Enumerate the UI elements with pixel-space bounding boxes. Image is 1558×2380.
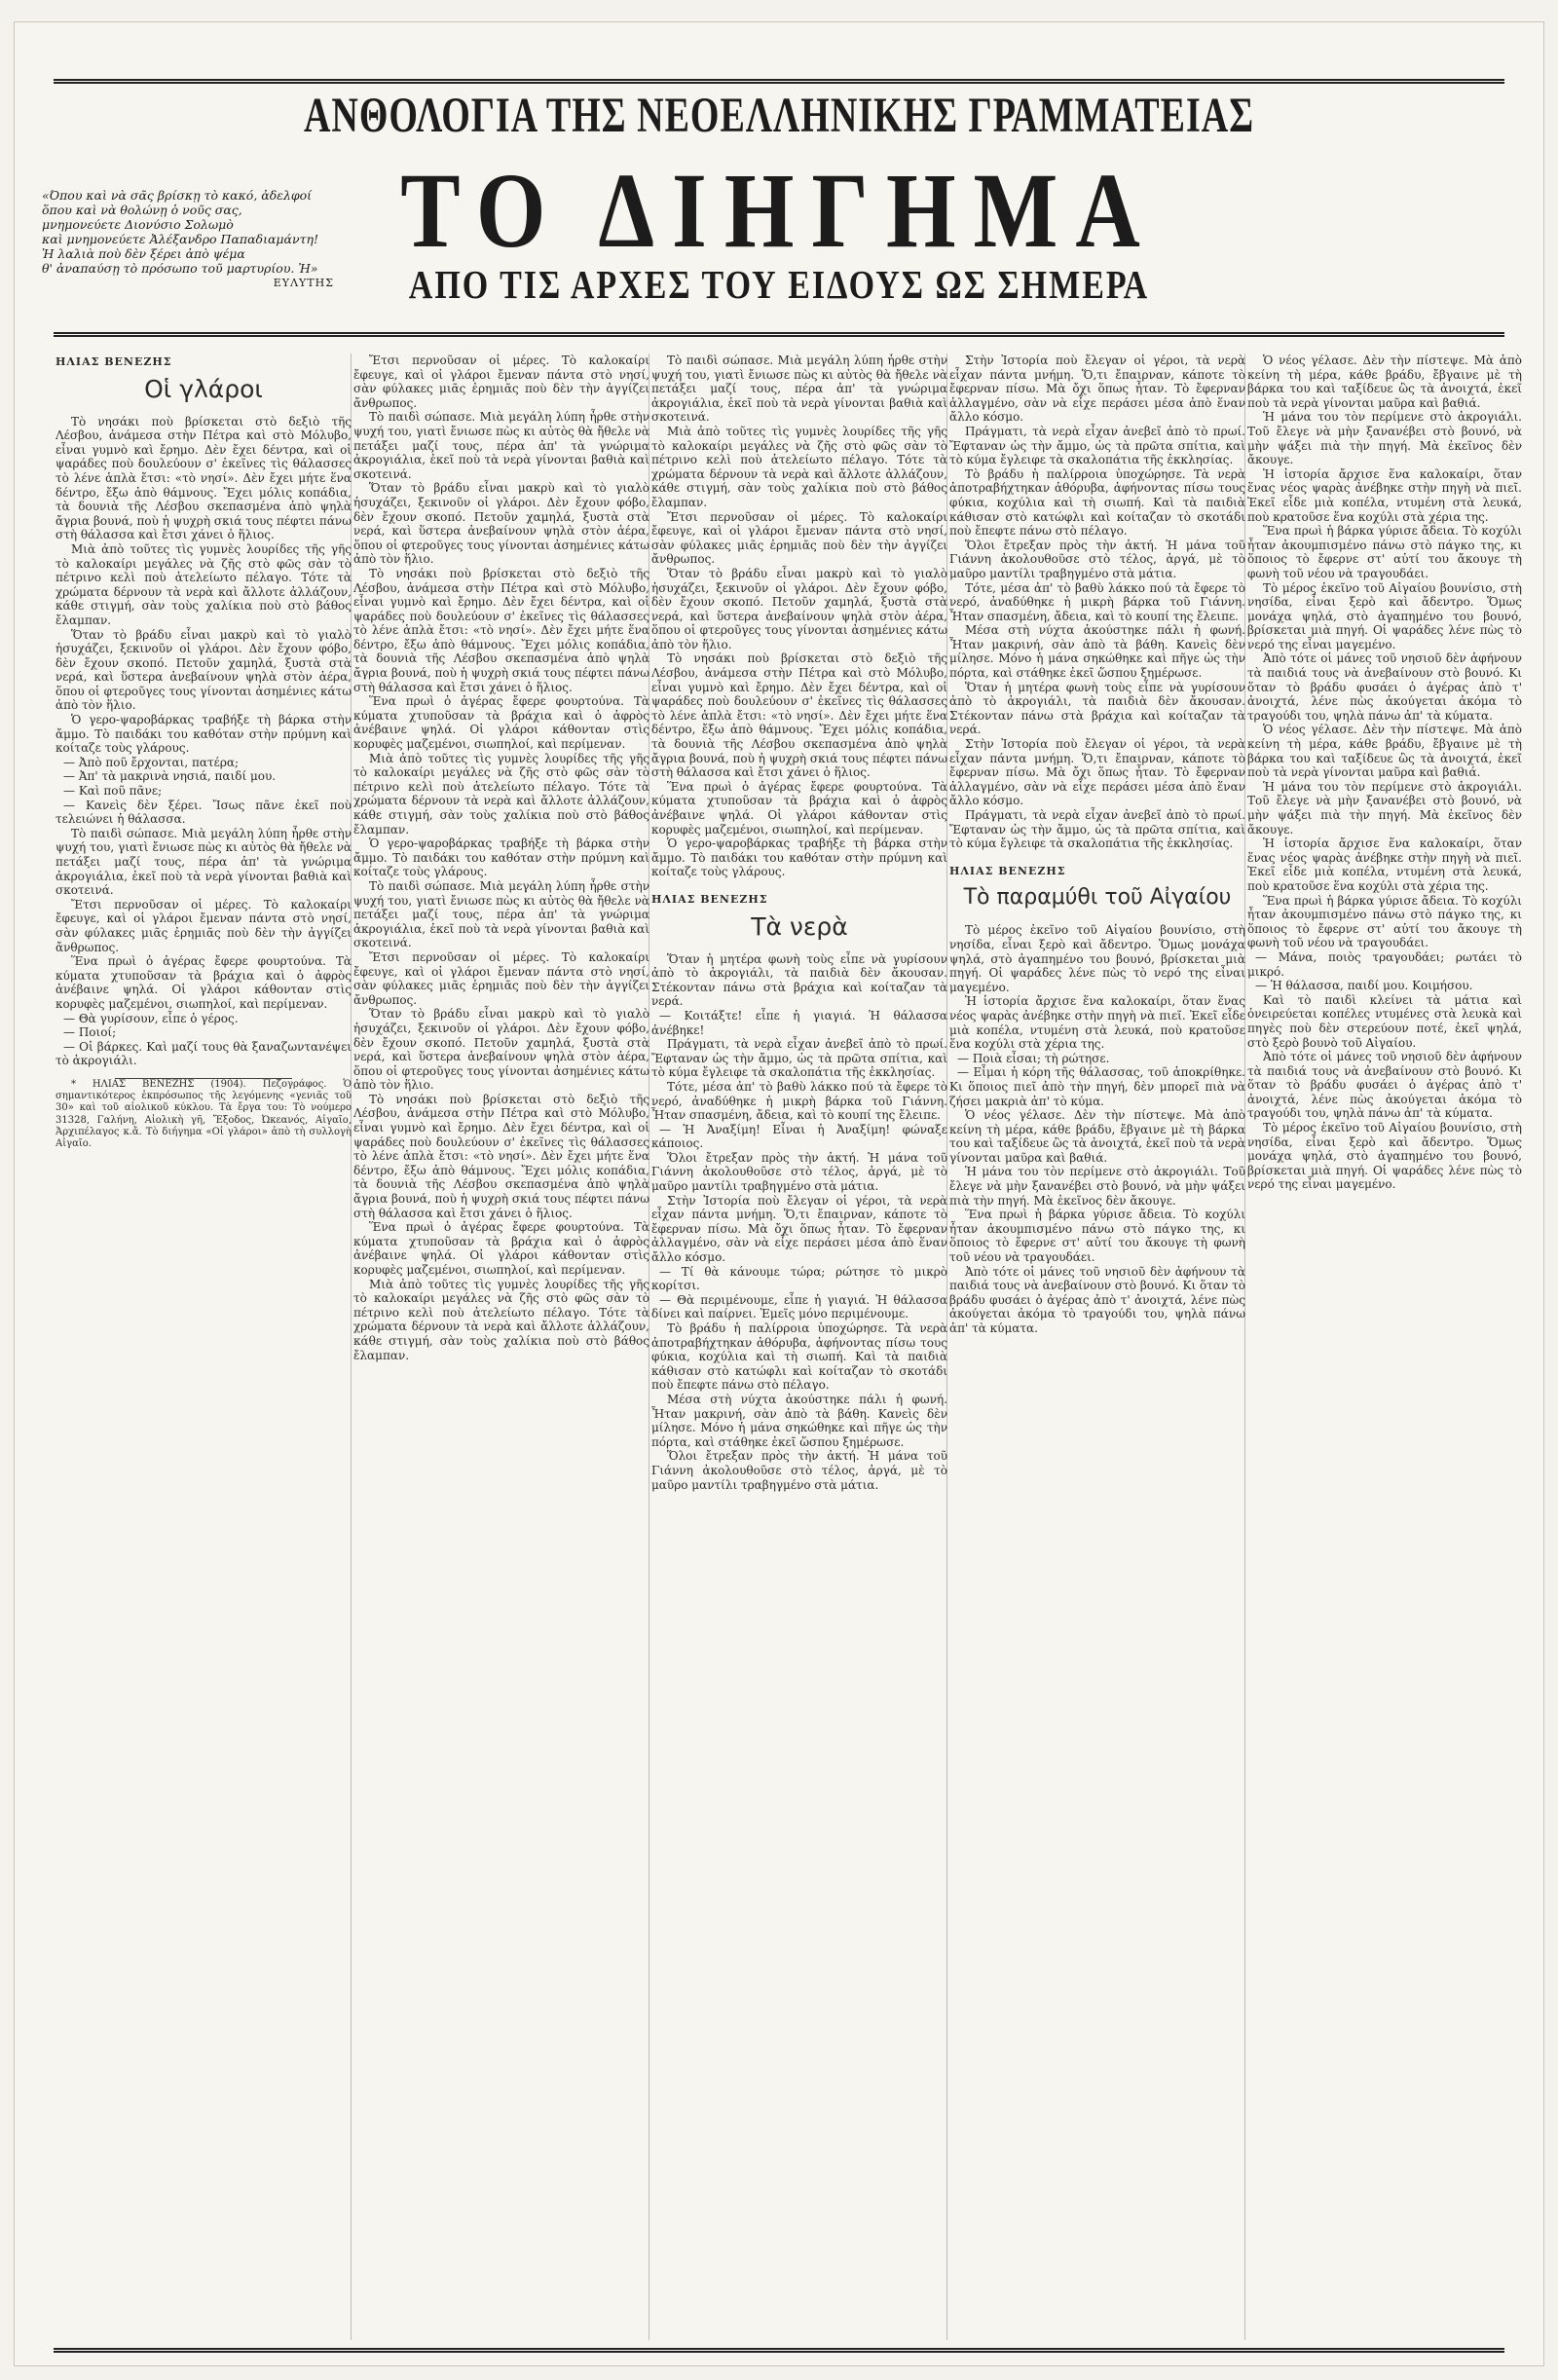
paragraph: Ἀπὸ τότε οἱ μάνες τοῦ νησιοῦ δὲν ἀφήνουν τὰ παιδιά τους νὰ ἀνεβαίνουν στὸ βουνό. Κι ὅταν τὸ βράδυ φυσάει ὁ ἀγέρας ἀπὸ τ' ἀνοιχτά, λένε πὼς ἀκούγεται ἀκόμα τὸ τραγούδι του, ψηλὰ πάνω ἀπ' τὰ κύματα.	[1247, 1050, 1522, 1121]
paragraph: Ὁ γερο-ψαροβάρκας τραβήξε τὴ βάρκα στὴν ἄμμο. Τὸ παιδάκι του καθόταν στὴν πρύμνη καὶ κοίταζε τοὺς γλάρους.	[651, 837, 947, 879]
paragraph: Τὸ νησάκι ποὺ βρίσκεται στὸ δεξιὸ τῆς Λέσβου, ἀνάμεσα στὴν Πέτρα καὶ στὸ Μόλυβο, εἶναι γυμνὸ καὶ ἔρημο. Δὲν ἔχει δέντρα, καὶ οἱ ψαράδες ποὺ δουλεύουν σ' ἐκεῖνες τὶς θάλασσες τὸ λένε ἁπλὰ ἔτσι: «τὸ νησί». Δὲν ἔχει μήτε ἕνα δέντρο, ἔξω ἀπὸ θάμνους. Ἔχει μόλις κοπάδια, τὰ δουνιὰ τῆς Λέσβου σκεπασμένα ἀπὸ ψηλὰ ἄγρια βουνά, ποὺ ἡ ψυχρὴ σκιά τους πέφτει πάνω στὴ θάλασσα καὶ ἔτσι χάνει ὁ ἥλιος.	[353, 566, 649, 694]
story-author: ΗΛΙΑΣ ΒΕΝΕΖΗΣ	[949, 864, 1066, 877]
paragraph: — Ἡ θάλασσα, παιδί μου. Κοιμήσου.	[1255, 979, 1473, 993]
epigraph-line: ὅπου καὶ νὰ θολώνῃ ὁ νοῦς σας,	[42, 203, 242, 217]
paragraph: Τὸ μέρος ἐκεῖνο τοῦ Αἰγαίου βουνίσιο, στὴ νησίδα, εἶναι ξερὸ καὶ ἄδεντρο. Ὅμως μονάχα ψηλά, στὸ ἀγαπημένο του βουνό, βρίσκεται μιὰ πηγή. Οἱ ψαράδες λένε πὼς τὸ νερό της εἶναι μαγεμένο.	[949, 923, 1245, 994]
paragraph: Ὁ γερο-ψαροβάρκας τραβήξε τὴ βάρκα στὴν ἄμμο. Τὸ παιδάκι του καθόταν στὴν πρύμνη καὶ κοίταζε τοὺς γλάρους.	[353, 837, 649, 879]
paragraph: Ὁ νέος γέλασε. Δὲν τὴν πίστεψε. Μὰ ἀπὸ κείνη τὴ μέρα, κάθε βράδυ, ἔβγαινε μὲ τὴ βάρκα του καὶ ταξίδευε ὣς τὰ ἀνοιχτά, ἐκεῖ ποὺ τὰ νερὰ γίνονται μαῦρα καὶ βαθιά.	[1247, 353, 1522, 410]
paragraph: Μιὰ ἀπὸ τοῦτες τὶς γυμνὲς λουρίδες τῆς γῆς τὸ καλοκαίρι μεγάλες νὰ ζῆς στὸ φῶς σὰν τὸ πέτρινο κελὶ ποὺ ἀτελείωτο πέλαγο. Τότε τὰ χρώματα δέρνουν τὰ νερὰ καὶ ἄλλοτε ἀλλάζουν, κάθε στιγμή, σὰν τοὺς χαλίκια ποὺ στὸ βάθος ἔλαμπαν.	[353, 751, 649, 837]
epigraph-author: ΕΥΛΥΤΗΣ	[273, 277, 334, 289]
paragraph: Ἀπὸ τότε οἱ μάνες τοῦ νησιοῦ δὲν ἀφήνουν τὰ παιδιά τους νὰ ἀνεβαίνουν στὸ βουνό. Κι ὅταν τὸ βράδυ φυσάει ὁ ἀγέρας ἀπὸ τ' ἀνοιχτά, λένε πὼς ἀκούγεται ἀκόμα τὸ τραγούδι του, ψηλὰ πάνω ἀπ' τὰ κύματα.	[949, 1264, 1245, 1335]
paragraph: Ὁ νέος γέλασε. Δὲν τὴν πίστεψε. Μὰ ἀπὸ κείνη τὴ μέρα, κάθε βράδυ, ἔβγαινε μὲ τὴ βάρκα του καὶ ταξίδευε ὣς τὰ ἀνοιχτά, ἐκεῖ ποὺ τὰ νερὰ γίνονται μαῦρα καὶ βαθιά.	[1247, 723, 1522, 780]
paragraph: Ὁ γερο-ψαροβάρκας τραβήξε τὴ βάρκα στὴν ἄμμο. Τὸ παιδάκι του καθόταν στὴν πρύμνη καὶ κοίταζε τοὺς γλάρους.	[56, 713, 352, 756]
paragraph: Ἔτσι περνοῦσαν οἱ μέρες. Τὸ καλοκαίρι ἔφευγε, καὶ οἱ γλάροι ἔμεναν πάντα στὸ νησί, σὰν φύλακες μιᾶς ἐρημιᾶς ποὺ δὲν τὴν ἀγγίζει ἄνθρωπος.	[353, 949, 649, 1007]
paragraph: Μέσα στὴ νύχτα ἀκούστηκε πάλι ἡ φωνή. Ἦταν μακρινή, σὰν ἀπὸ τὰ βάθη. Κανεὶς δὲν μίλησε. Μόνο ἡ μάνα σηκώθηκε καὶ πῆγε ὡς τὴν πόρτα, καὶ στάθηκε ἐκεῖ ὥσπου ξημέρωσε.	[949, 623, 1245, 681]
epigraph-line: καὶ μνημονεύετε Ἀλέξανδρο Παπαδιαμάντη!	[42, 232, 318, 246]
paragraph: Τὸ νησάκι ποὺ βρίσκεται στὸ δεξιὸ τῆς Λέσβου, ἀνάμεσα στὴν Πέτρα καὶ στὸ Μόλυβο, εἶναι γυμνὸ καὶ ἔρημο. Δὲν ἔχει δέντρα, καὶ οἱ ψαράδες ποὺ δουλεύουν σ' ἐκεῖνες τὶς θάλασσες τὸ λένε ἁπλὰ ἔτσι: «τὸ νησί». Δὲν ἔχει μήτε ἕνα δέντρο, ἔξω ἀπὸ θάμνους. Ἔχει μόλις κοπάδια, τὰ δουνιὰ τῆς Λέσβου σκεπασμένα ἀπὸ ψηλὰ ἄγρια βουνά, ποὺ ἡ ψυχρὴ σκιά τους πέφτει πάνω στὴ θάλασσα καὶ ἔτσι χάνει ὁ ἥλιος.	[651, 651, 947, 780]
column-2	[353, 353, 649, 2340]
story-title: Οἱ γλάροι	[144, 374, 263, 403]
paragraph: Ὅταν ἡ μητέρα φωνὴ τοὺς εἶπε νὰ γυρίσουν ἀπὸ τὸ ἀκρογιάλι, τὰ παιδιὰ δὲν ἄκουσαν. Στέκονταν πάνω στὰ βράχια καὶ κοίταζαν τὰ νερά.	[651, 951, 947, 1009]
paragraph: Τὸ μέρος ἐκεῖνο τοῦ Αἰγαίου βουνίσιο, στὴ νησίδα, εἶναι ξερὸ καὶ ἄδεντρο. Ὅμως μονάχα ψηλά, στὸ ἀγαπημένο του βουνό, βρίσκεται μιὰ πηγή. Οἱ ψαράδες λένε πὼς τὸ νερό της εἶναι μαγεμένο.	[1247, 1121, 1522, 1192]
paragraph: Ὅλοι ἔτρεξαν πρὸς τὴν ἀκτή. Ἡ μάνα τοῦ Γιάννη ἀκολουθοῦσε στὸ τέλος, ἀργά, μὲ τὸ μαῦρο μαντίλι τραβηγμένο στὰ μάτια.	[949, 538, 1245, 580]
paragraph: — Κανεὶς δὲν ξέρει. Ἴσως πᾶνε ἐκεῖ ποὺ τελειώνει ἡ θάλασσα.	[56, 798, 352, 827]
paragraph: Ἕνα πρωὶ ἡ βάρκα γύρισε ἄδεια. Τὸ κοχύλι ἦταν ἀκουμπισμένο πάνω στὸ πάγκο της, κι ὅποιος τὸ ἔφερνε στ' αὐτί του ἄκουγε τὴ φωνὴ τοῦ νέου νὰ τραγουδάει.	[1247, 524, 1522, 580]
paragraph: Πράγματι, τὰ νερὰ εἶχαν ἀνεβεῖ ἀπὸ τὸ πρωί. Ἔφταναν ὡς τὴν ἄμμο, ὡς τὰ πρῶτα σπίτια, καὶ τὸ κύμα ἔγλειφε τὰ σκαλοπάτια τῆς ἐκκλησίας.	[949, 808, 1245, 851]
column-1	[56, 353, 352, 2340]
story-title: Τὸ παραμύθι τοῦ Αἰγαίου	[963, 885, 1232, 911]
paragraph: — Ποιὰ εἶσαι; τὴ ρώτησε.	[957, 1051, 1110, 1065]
paragraph: Ἔτσι περνοῦσαν οἱ μέρες. Τὸ καλοκαίρι ἔφευγε, καὶ οἱ γλάροι ἔμεναν πάντα στὸ νησί, σὰν φύλακες μιᾶς ἐρημιᾶς ποὺ δὲν τὴν ἀγγίζει ἄνθρωπος.	[651, 509, 947, 567]
paragraph: Τότε, μέσα ἀπ' τὸ βαθὺ λάκκο πού τὰ ἔφερε τὸ νερό, ἀναδύθηκε ἡ μικρὴ βάρκα τοῦ Γιάννη. Ἦταν σπασμένη, ἄδεια, καὶ τὸ κουπί της ἔλειπε.	[949, 580, 1245, 623]
paragraph: — Εἶμαι ἡ κόρη τῆς θάλασσας, τοῦ ἀποκρίθηκε. Κι ὅποιος πιεῖ ἀπὸ τὴν πηγή, δὲν μπορεῖ πιὰ νὰ ζήσει μακριὰ ἀπ' τὸ κύμα.	[949, 1065, 1245, 1108]
paragraph: Ἡ ἱστορία ἄρχισε ἕνα καλοκαίρι, ὅταν ἕνας νέος ψαρὰς ἀνέβηκε στὴν πηγὴ νὰ πιεῖ. Ἐκεῖ εἶδε μιὰ κοπέλα, ντυμένη στὰ λευκά, ποὺ κρατοῦσε ἕνα κοχύλι στὰ χέρια της.	[1247, 837, 1522, 893]
paragraph: Τὸ παιδὶ σώπασε. Μιὰ μεγάλη λύπη ἦρθε στὴν ψυχή του, γιατὶ ἔνιωσε πὼς κι αὐτὸς θὰ ἤθελε νὰ πετάξει μαζί τους, πέρα ἀπ' τὰ γνώριμα ἀκρογιάλια, ἐκεῖ ποὺ τὰ νερὰ γίνονται βαθιὰ καὶ σκοτεινά.	[651, 353, 947, 425]
paragraph: Τὸ βράδυ ἡ παλίρροια ὑποχώρησε. Τὰ νερὰ ἀποτραβήχτηκαν ἀθόρυβα, ἀφήνοντας πίσω τους φύκια, κοχύλια καὶ τὴ σιωπή. Καὶ τὰ παιδιὰ κάθισαν στὸ κατώφλι καὶ κοίταζαν τὸ σκοτάδι ποὺ ἔπεφτε πάνω στὸ πέλαγο.	[651, 1321, 947, 1393]
paragraph: Ἡ ἱστορία ἄρχισε ἕνα καλοκαίρι, ὅταν ἕνας νέος ψαρὰς ἀνέβηκε στὴν πηγὴ νὰ πιεῖ. Ἐκεῖ εἶδε μιὰ κοπέλα, ντυμένη στὰ λευκά, ποὺ κρατοῦσε ἕνα κοχύλι στὰ χέρια της.	[1247, 466, 1522, 524]
paragraph: Τὸ παιδὶ σώπασε. Μιὰ μεγάλη λύπη ἦρθε στὴν ψυχή του, γιατὶ ἔνιωσε πὼς κι αὐτὸς θὰ ἤθελε νὰ πετάξει μαζί τους, πέρα ἀπ' τὰ γνώριμα ἀκρογιάλια, ἐκεῖ ποὺ τὰ νερὰ γίνονται βαθιὰ καὶ σκοτεινά.	[56, 826, 352, 898]
paragraph: Ἕνα πρωὶ ἡ βάρκα γύρισε ἄδεια. Τὸ κοχύλι ἦταν ἀκουμπισμένο πάνω στὸ πάγκο της, κι ὅποιος τὸ ἔφερνε στ' αὐτί του ἄκουγε τὴ φωνὴ τοῦ νέου νὰ τραγουδάει.	[949, 1208, 1245, 1265]
paragraph: Τὸ παιδὶ σώπασε. Μιὰ μεγάλη λύπη ἦρθε στὴν ψυχή του, γιατὶ ἔνιωσε πὼς κι αὐτὸς θὰ ἤθελε νὰ πετάξει μαζί τους, πέρα ἀπ' τὰ γνώριμα ἀκρογιάλια, ἐκεῖ ποὺ τὰ νερὰ γίνονται βαθιὰ καὶ σκοτεινά.	[353, 410, 649, 481]
paragraph: Ἡ μάνα του τὸν περίμενε στὸ ἀκρογιάλι. Τοῦ ἔλεγε νὰ μὴν ξανανέβει στὸ βουνό, νὰ μὴν ψάξει πιὰ τὴν πηγή. Μὰ ἐκεῖνος δὲν ἄκουγε.	[1247, 779, 1522, 837]
paragraph: Στὴν Ἰστορία ποὺ ἔλεγαν οἱ γέροι, τὰ νερὰ εἶχαν πάντα μνήμη. Ὅ,τι ἔπαιρναν, κάποτε τὸ ἔφερναν πίσω. Μὰ ὄχι ὅπως ἦταν. Τὸ ἔφερναν ἀλλαγμένο, σὰν νὰ εἶχε περάσει μέσα ἀπὸ ἕναν ἄλλο κόσμο.	[949, 737, 1245, 808]
paragraph: Ὅταν τὸ βράδυ εἶναι μακρὺ καὶ τὸ γιαλὸ ἡσυχάζει, ξεκινοῦν οἱ γλάροι. Δὲν ἔχουν φόβο, δὲν ἔχουν σκοπό. Πετοῦν χαμηλά, ξυστὰ στὰ νερά, καὶ ὕστερα ἀνεβαίνουν ψηλὰ στὸν ἀέρα, ὅπου οἱ φτεροῦγες τους γίνονται ἀσημένιες κάτω ἀπὸ τὸν ἥλιο.	[56, 627, 352, 713]
epigraph-line: Ἡ λαλιὰ ποὺ δὲν ξέρει ἀπὸ ψέμα	[42, 246, 245, 261]
epigraph-line: μνημονεύετε Διονύσιο Σολωμὸ	[42, 217, 234, 232]
newspaper-page	[14, 21, 1544, 2366]
paragraph: Τὸ νησάκι ποὺ βρίσκεται στὸ δεξιὸ τῆς Λέσβου, ἀνάμεσα στὴν Πέτρα καὶ στὸ Μόλυβο, εἶναι γυμνὸ καὶ ἔρημο. Δὲν ἔχει δέντρα, καὶ οἱ ψαράδες ποὺ δουλεύουν σ' ἐκεῖνες τὶς θάλασσες τὸ λένε ἁπλὰ ἔτσι: «τὸ νησί». Δὲν ἔχει μήτε ἕνα δέντρο, ἔξω ἀπὸ θάμνους. Ἔχει μόλις κοπάδια, τὰ δουνιὰ τῆς Λέσβου σκεπασμένα ἀπὸ ψηλὰ ἄγρια βουνά, ποὺ ἡ ψυχρὴ σκιά τους πέφτει πάνω στὴ θάλασσα καὶ ἔτσι χάνει ὁ ἥλιος.	[353, 1092, 649, 1220]
paragraph: Ἕνα πρωὶ ὁ ἀγέρας ἔφερε φουρτούνα. Τὰ κύματα χτυποῦσαν τὰ βράχια καὶ ὁ ἀφρὸς ἀνέβαινε ψηλά. Οἱ γλάροι κάθονταν στὶς κορυφὲς μαζεμένοι, σιωπηλοί, καὶ περίμεναν.	[353, 694, 649, 752]
column-5	[1247, 353, 1522, 2340]
paragraph: Ἔτσι περνοῦσαν οἱ μέρες. Τὸ καλοκαίρι ἔφευγε, καὶ οἱ γλάροι ἔμεναν πάντα στὸ νησί, σὰν φύλακες μιᾶς ἐρημιᾶς ποὺ δὲν τὴν ἀγγίζει ἄνθρωπος.	[56, 897, 352, 954]
paragraph: Τότε, μέσα ἀπ' τὸ βαθὺ λάκκο πού τὰ ἔφερε τὸ νερό, ἀναδύθηκε ἡ μικρὴ βάρκα τοῦ Γιάννη. Ἦταν σπασμένη, ἄδεια, καὶ τὸ κουπί της ἔλειπε.	[651, 1079, 947, 1123]
paragraph: Ἡ μάνα του τὸν περίμενε στὸ ἀκρογιάλι. Τοῦ ἔλεγε νὰ μὴν ξανανέβει στὸ βουνό, νὰ μὴν ψάξει πιὰ τὴν πηγή. Μὰ ἐκεῖνος δὲν ἄκουγε.	[949, 1165, 1245, 1208]
paragraph: Πράγματι, τὰ νερὰ εἶχαν ἀνεβεῖ ἀπὸ τὸ πρωί. Ἔφταναν ὡς τὴν ἄμμο, ὡς τὰ πρῶτα σπίτια, καὶ τὸ κύμα ἔγλειφε τὰ σκαλοπάτια τῆς ἐκκλησίας.	[651, 1037, 947, 1080]
story-author: ΗΛΙΑΣ ΒΕΝΕΖΗΣ	[651, 892, 768, 906]
paragraph: Ἕνα πρωὶ ὁ ἀγέρας ἔφερε φουρτούνα. Τὰ κύματα χτυποῦσαν τὰ βράχια καὶ ὁ ἀφρὸς ἀνέβαινε ψηλά. Οἱ γλάροι κάθονταν στὶς κορυφὲς μαζεμένοι, σιωπηλοί, καὶ περίμεναν.	[651, 779, 947, 837]
paragraph: Τὸ βράδυ ἡ παλίρροια ὑποχώρησε. Τὰ νερὰ ἀποτραβήχτηκαν ἀθόρυβα, ἀφήνοντας πίσω τους φύκια, κοχύλια καὶ τὴ σιωπή. Καὶ τὰ παιδιὰ κάθισαν στὸ κατώφλι καὶ κοίταζαν τὸ σκοτάδι ποὺ ἔπεφτε πάνω στὸ πέλαγο.	[949, 466, 1245, 539]
paragraph: Ἡ μάνα του τὸν περίμενε στὸ ἀκρογιάλι. Τοῦ ἔλεγε νὰ μὴν ξανανέβει στὸ βουνό, νὰ μὴν ψάξει πιὰ τὴν πηγή. Μὰ ἐκεῖνος δὲν ἄκουγε.	[1247, 410, 1522, 467]
story-author: ΗΛΙΑΣ ΒΕΝΕΖΗΣ	[56, 355, 172, 368]
paragraph: Ὅλοι ἔτρεξαν πρὸς τὴν ἀκτή. Ἡ μάνα τοῦ Γιάννη ἀκολουθοῦσε στὸ τέλος, ἀργά, μὲ τὸ μαῦρο μαντίλι τραβηγμένο στὰ μάτια.	[651, 1449, 947, 1492]
paragraph: Ἕνα πρωὶ ἡ βάρκα γύρισε ἄδεια. Τὸ κοχύλι ἦταν ἀκουμπισμένο πάνω στὸ πάγκο της, κι ὅποιος τὸ ἔφερνε στ' αὐτί του ἄκουγε τὴ φωνὴ τοῦ νέου νὰ τραγουδάει.	[1247, 893, 1522, 950]
paragraph: Ἡ ἱστορία ἄρχισε ἕνα καλοκαίρι, ὅταν ἕνας νέος ψαρὰς ἀνέβηκε στὴν πηγὴ νὰ πιεῖ. Ἐκεῖ εἶδε μιὰ κοπέλα, ντυμένη στὰ λευκά, ποὺ κρατοῦσε ἕνα κοχύλι στὰ χέρια της.	[949, 994, 1245, 1052]
paragraph: Καὶ τὸ παιδὶ κλείνει τὰ μάτια καὶ ὀνειρεύεται κοπέλες ντυμένες στὰ λευκὰ καὶ πηγὲς ποὺ δὲν στερεύουν ποτέ, ἐκεῖ ψηλά, στὸ ξερὸ βουνὸ τοῦ Αἰγαίου.	[1247, 992, 1522, 1050]
paragraph: Ὅταν ἡ μητέρα φωνὴ τοὺς εἶπε νὰ γυρίσουν ἀπὸ τὸ ἀκρογιάλι, τὰ παιδιὰ δὲν ἄκουσαν. Στέκονταν πάνω στὰ βράχια καὶ κοίταζαν τὰ νερά.	[949, 680, 1245, 737]
paragraph: — Καὶ ποῦ πᾶνε;	[63, 784, 163, 799]
story-title: Τὰ νερὰ	[751, 911, 848, 941]
epigraph	[42, 188, 334, 290]
paragraph: — Ἡ Ἀναξίμη! Εἶναι ἡ Ἀναξίμη! φώναξε κάποιος.	[651, 1122, 947, 1151]
footer-rule	[54, 2348, 1504, 2353]
header-top-rule	[54, 79, 1504, 84]
column-3	[651, 353, 947, 2340]
paragraph: — Θὰ περιμένουμε, εἶπε ἡ γιαγιά. Ἡ θάλασσα δίνει καὶ παίρνει. Ἐμεῖς μόνο περιμένουμε.	[651, 1292, 947, 1321]
paragraph: — Κοιτάξτε! εἶπε ἡ γιαγιά. Ἡ θάλασσα ἀνέβηκε!	[651, 1008, 947, 1037]
paragraph: Ἕνα πρωὶ ὁ ἀγέρας ἔφερε φουρτούνα. Τὰ κύματα χτυποῦσαν τὰ βράχια καὶ ὁ ἀφρὸς ἀνέβαινε ψηλά. Οἱ γλάροι κάθονταν στὶς κορυφὲς μαζεμένοι, σιωπηλοί, καὶ περίμεναν.	[56, 954, 352, 1011]
series-title: ΑΝΘΟΛΟΓΙΑ ΤΗΣ ΝΕΟΕΛΛΗΝΙΚΗΣ ΓΡΑΜΜΑΤΕΙΑΣ	[303, 88, 1255, 144]
paragraph: Τὸ νησάκι ποὺ βρίσκεται στὸ δεξιὸ τῆς Λέσβου, ἀνάμεσα στὴν Πέτρα καὶ στὸ Μόλυβο, εἶναι γυμνὸ καὶ ἔρημο. Δὲν ἔχει δέντρα, καὶ οἱ ψαράδες ποὺ δουλεύουν σ' ἐκεῖνες τὶς θάλασσες τὸ λένε ἁπλὰ ἔτσι: «τὸ νησί». Δὲν ἔχει μήτε ἕνα δέντρο, ἔξω ἀπὸ θάμνους. Ἔχει μόλις κοπάδια, τὰ δουνιὰ τῆς Λέσβου σκεπασμένα ἀπὸ ψηλὰ ἄγρια βουνά, ποὺ ἡ ψυχρὴ σκιά τους πέφτει πάνω στὴ θάλασσα καὶ ἔτσι χάνει ὁ ἥλιος.	[56, 414, 352, 542]
paragraph: Ὅλοι ἔτρεξαν πρὸς τὴν ἀκτή. Ἡ μάνα τοῦ Γιάννη ἀκολουθοῦσε στὸ τέλος, ἀργά, μὲ τὸ μαῦρο μαντίλι τραβηγμένο στὰ μάτια.	[651, 1150, 947, 1194]
paragraph: Ἔτσι περνοῦσαν οἱ μέρες. Τὸ καλοκαίρι ἔφευγε, καὶ οἱ γλάροι ἔμεναν πάντα στὸ νησί, σὰν φύλακες μιᾶς ἐρημιᾶς ποὺ δὲν τὴν ἀγγίζει ἄνθρωπος.	[353, 353, 649, 410]
paragraph: Μέσα στὴ νύχτα ἀκούστηκε πάλι ἡ φωνή. Ἦταν μακρινή, σὰν ἀπὸ τὰ βάθη. Κανεὶς δὲν μίλησε. Μόνο ἡ μάνα σηκώθηκε καὶ πῆγε ὡς τὴν πόρτα, καὶ στάθηκε ἐκεῖ ὥσπου ξημέρωσε.	[651, 1392, 947, 1449]
paragraph: Ἕνα πρωὶ ὁ ἀγέρας ἔφερε φουρτούνα. Τὰ κύματα χτυποῦσαν τὰ βράχια καὶ ὁ ἀφρὸς ἀνέβαινε ψηλά. Οἱ γλάροι κάθονταν στὶς κορυφὲς μαζεμένοι, σιωπηλοί, καὶ περίμεναν.	[353, 1220, 649, 1277]
paragraph: Στὴν Ἰστορία ποὺ ἔλεγαν οἱ γέροι, τὰ νερὰ εἶχαν πάντα μνήμη. Ὅ,τι ἔπαιρναν, κάποτε τὸ ἔφερναν πίσω. Μὰ ὄχι ὅπως ἦταν. Τὸ ἔφερναν ἀλλαγμένο, σὰν νὰ εἶχε περάσει μέσα ἀπὸ ἕναν ἄλλο κόσμο.	[949, 353, 1245, 425]
epigraph-line: «Όπου καὶ νὰ σᾶς βρίσκῃ τὸ κακό, ἀδελφοί	[42, 188, 313, 203]
paragraph: — Ἀπὸ ποῦ ἔρχονται, πατέρα;	[63, 755, 240, 769]
paragraph: — Θὰ γυρίσουν, εἶπε ὁ γέρος.	[63, 1011, 239, 1025]
paragraph: — Ποιοί;	[63, 1025, 117, 1040]
paragraph: Μιὰ ἀπὸ τοῦτες τὶς γυμνὲς λουρίδες τῆς γῆς τὸ καλοκαίρι μεγάλες νὰ ζῆς στὸ φῶς σὰν τὸ πέτρινο κελὶ ποὺ ἀτελείωτο πέλαγο. Τότε τὰ χρώματα δέρνουν τὰ νερὰ καὶ ἄλλοτε ἀλλάζουν, κάθε στιγμή, σὰν τοὺς χαλίκια ποὺ στὸ βάθος ἔλαμπαν.	[651, 424, 947, 509]
paragraph: Στὴν Ἰστορία ποὺ ἔλεγαν οἱ γέροι, τὰ νερὰ εἶχαν πάντα μνήμη. Ὅ,τι ἔπαιρναν, κάποτε τὸ ἔφερναν πίσω. Μὰ ὄχι ὅπως ἦταν. Τὸ ἔφερναν ἀλλαγμένο, σὰν νὰ εἶχε περάσει μέσα ἀπὸ ἕναν ἄλλο κόσμο.	[651, 1193, 947, 1265]
epigraph-line: θ' ἀναπαύσῃ τὸ πρόσωπο τοῦ μαρτυρίου. Ἠ»	[42, 261, 318, 276]
paragraph: Πράγματι, τὰ νερὰ εἶχαν ἀνεβεῖ ἀπὸ τὸ πρωί. Ἔφταναν ὡς τὴν ἄμμο, ὡς τὰ πρῶτα σπίτια, καὶ τὸ κύμα ἔγλειφε τὰ σκαλοπάτια τῆς ἐκκλησίας.	[949, 424, 1245, 467]
subtitle: ΑΠΟ ΤΙΣ ΑΡΧΕΣ ΤΟΥ ΕΙΔΟΥΣ ΩΣ ΣΗΜΕΡΑ	[408, 264, 1150, 308]
paragraph: Ὅταν τὸ βράδυ εἶναι μακρὺ καὶ τὸ γιαλὸ ἡσυχάζει, ξεκινοῦν οἱ γλάροι. Δὲν ἔχουν φόβο, δὲν ἔχουν σκοπό. Πετοῦν χαμηλά, ξυστὰ στὰ νερά, καὶ ὕστερα ἀνεβαίνουν ψηλὰ στὸν ἀέρα, ὅπου οἱ φτεροῦγες τους γίνονται ἀσημένιες κάτω ἀπὸ τὸν ἥλιο.	[651, 566, 947, 651]
paragraph: Μιὰ ἀπὸ τοῦτες τὶς γυμνὲς λουρίδες τῆς γῆς τὸ καλοκαίρι μεγάλες νὰ ζῆς στὸ φῶς σὰν τὸ πέτρινο κελὶ ποὺ ἀτελείωτο πέλαγο. Τότε τὰ χρώματα δέρνουν τὰ νερὰ καὶ ἄλλοτε ἀλλάζουν, κάθε στιγμή, σὰν τοὺς χαλίκια ποὺ στὸ βάθος ἔλαμπαν.	[56, 541, 352, 627]
paragraph: — Οἱ βάρκες. Καὶ μαζί τους θὰ ξαναζωντανέψει τὸ ἀκρογιάλι.	[56, 1039, 352, 1068]
paragraph: Ὁ νέος γέλασε. Δὲν τὴν πίστεψε. Μὰ ἀπὸ κείνη τὴ μέρα, κάθε βράδυ, ἔβγαινε μὲ τὴ βάρκα του καὶ ταξίδευε ὣς τὰ ἀνοιχτά, ἐκεῖ ποὺ τὰ νερὰ γίνονται μαῦρα καὶ βαθιά.	[949, 1108, 1245, 1165]
paragraph: Τὸ παιδὶ σώπασε. Μιὰ μεγάλη λύπη ἦρθε στὴν ψυχή του, γιατὶ ἔνιωσε πὼς κι αὐτὸς θὰ ἤθελε νὰ πετάξει μαζί τους, πέρα ἀπ' τὰ γνώριμα ἀκρογιάλια, ἐκεῖ ποὺ τὰ νερὰ γίνονται βαθιὰ καὶ σκοτεινά.	[353, 878, 649, 950]
paragraph: — Μάνα, ποιὸς τραγουδάει; ρωτάει τὸ μικρό.	[1247, 949, 1522, 979]
paragraph: Τὸ μέρος ἐκεῖνο τοῦ Αἰγαίου βουνίσιο, στὴ νησίδα, εἶναι ξερὸ καὶ ἄδεντρο. Ὅμως μονάχα ψηλά, στὸ ἀγαπημένο του βουνό, βρίσκεται μιὰ πηγή. Οἱ ψαράδες λένε πὼς τὸ νερό της εἶναι μαγεμένο.	[1247, 580, 1522, 651]
main-title: ΤΟ ΔΙΗΓΗΜΑ	[400, 150, 1158, 271]
paragraph: Μιὰ ἀπὸ τοῦτες τὶς γυμνὲς λουρίδες τῆς γῆς τὸ καλοκαίρι μεγάλες νὰ ζῆς στὸ φῶς σὰν τὸ πέτρινο κελὶ ποὺ ἀτελείωτο πέλαγο. Τότε τὰ χρώματα δέρνουν τὰ νερὰ καὶ ἄλλοτε ἀλλάζουν, κάθε στιγμή, σὰν τοὺς χαλίκια ποὺ στὸ βάθος ἔλαμπαν.	[353, 1277, 649, 1362]
column-4	[949, 353, 1245, 2340]
paragraph: — Ἀπ' τὰ μακρινὰ νησιά, παιδί μου.	[63, 769, 277, 784]
paragraph: — Τί θὰ κάνουμε τώρα; ρώτησε τὸ μικρὸ κορίτσι.	[651, 1264, 947, 1293]
paragraph: Ἀπὸ τότε οἱ μάνες τοῦ νησιοῦ δὲν ἀφήνουν τὰ παιδιά τους νὰ ἀνεβαίνουν στὸ βουνό. Κι ὅταν τὸ βράδυ φυσάει ὁ ἀγέρας ἀπὸ τ' ἀνοιχτά, λένε πὼς ἀκούγεται ἀκόμα τὸ τραγούδι του, ψηλὰ πάνω ἀπ' τὰ κύματα.	[1247, 651, 1522, 723]
header-bottom-rule	[54, 332, 1504, 337]
paragraph: Ὅταν τὸ βράδυ εἶναι μακρὺ καὶ τὸ γιαλὸ ἡσυχάζει, ξεκινοῦν οἱ γλάροι. Δὲν ἔχουν φόβο, δὲν ἔχουν σκοπό. Πετοῦν χαμηλά, ξυστὰ στὰ νερά, καὶ ὕστερα ἀνεβαίνουν ψηλὰ στὸν ἀέρα, ὅπου οἱ φτεροῦγες τους γίνονται ἀσημένιες κάτω ἀπὸ τὸν ἥλιο.	[353, 1007, 649, 1093]
paragraph: Ὅταν τὸ βράδυ εἶναι μακρὺ καὶ τὸ γιαλὸ ἡσυχάζει, ξεκινοῦν οἱ γλάροι. Δὲν ἔχουν φόβο, δὲν ἔχουν σκοπό. Πετοῦν χαμηλά, ξυστὰ στὰ νερά, καὶ ὕστερα ἀνεβαίνουν ψηλὰ στὸν ἀέρα, ὅπου οἱ φτεροῦγες τους γίνονται ἀσημένιες κάτω ἀπὸ τὸν ἥλιο.	[353, 481, 649, 567]
author-bio: * ΗΛΙΑΣ ΒΕΝΕΖΗΣ (1904). Πεζογράφος. Ὁ σημαντικότερος ἐκπρόσωπος τῆς λεγόμενης «γενιᾶς τοῦ 30» καὶ τοῦ αἰολικοῦ κύκλου. Τὰ ἔργα του: Τὸ νούμερο 31328, Γαλήνη, Αἰολικὴ γῆ, Ἔξοδος, Ὠκεανός, Αἰγαῖο, Ἀρχιπέλαγος κ.ἄ. Τὸ διήγημα «Οἱ γλάροι» ἀπὸ τὴ συλλογὴ Αἰγαῖο.	[56, 1078, 352, 1149]
